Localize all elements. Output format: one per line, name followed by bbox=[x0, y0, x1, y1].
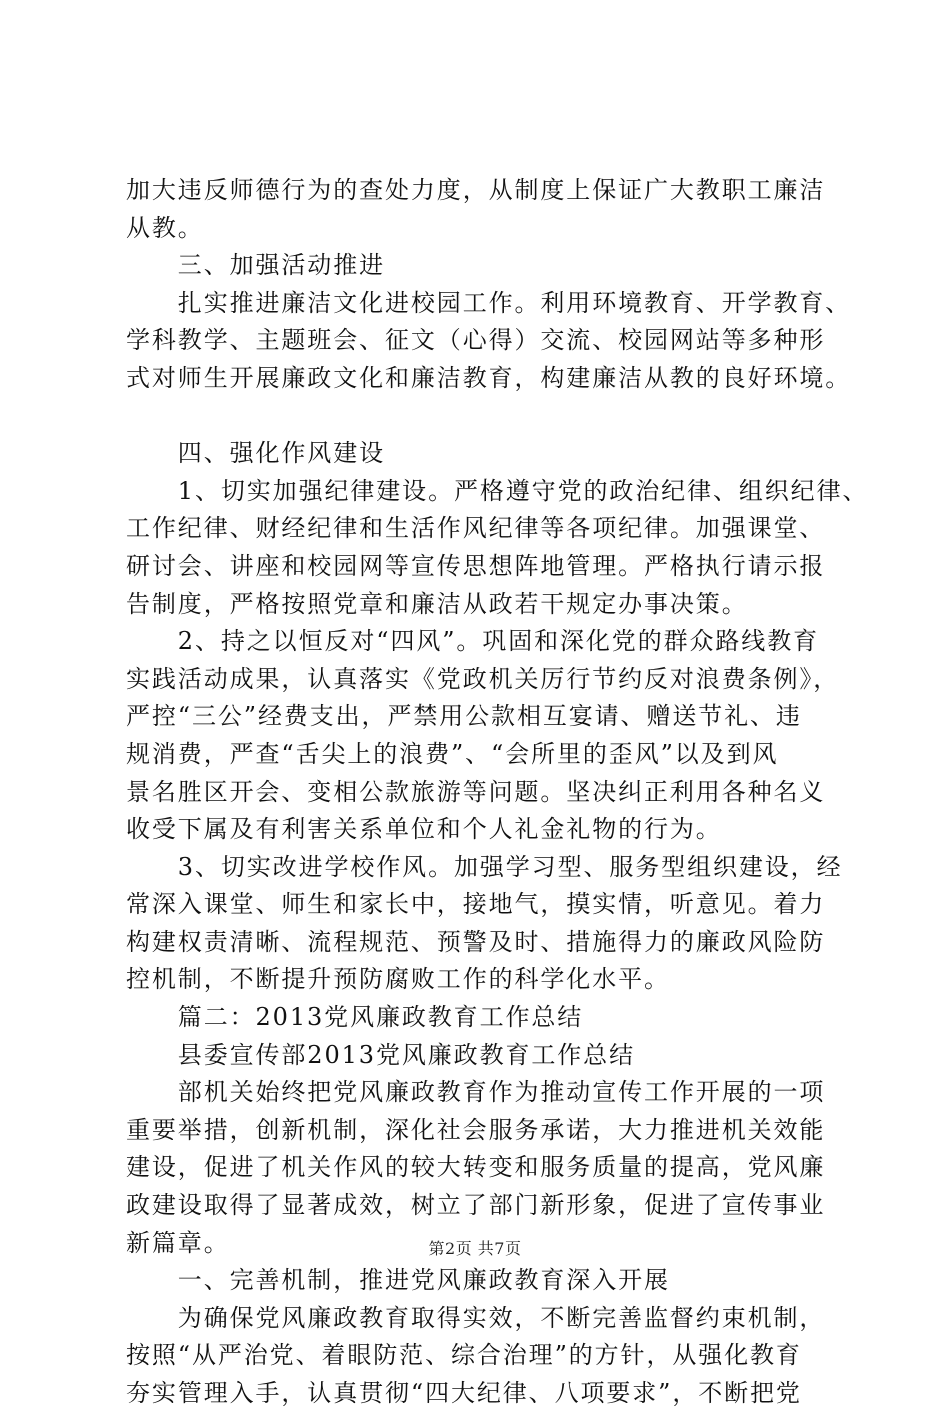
text-line: 重要举措，创新机制，深化社会服务承诺，大力推进机关效能 bbox=[126, 1115, 826, 1144]
text-line: 1、切实加强纪律建设。严格遵守党的政治纪律、组织纪律、 bbox=[126, 476, 869, 505]
text-line: 2、持之以恒反对“四风”。巩固和深化党的群众路线教育 bbox=[126, 627, 820, 656]
text-line: 收受下属及有利害关系单位和个人礼金礼物的行为。 bbox=[126, 815, 722, 844]
text-line: 控机制，不断提升预防腐败工作的科学化水平。 bbox=[126, 965, 670, 994]
text-line: 部机关始终把党风廉政教育作为推动宣传工作开展的一项 bbox=[126, 1078, 826, 1107]
text-line: 加大违反师德行为的查处力度，从制度上保证广大教职工廉洁 bbox=[126, 176, 826, 204]
text-line: 从教。 bbox=[126, 213, 204, 242]
text-line: 规消费，严查“舌尖上的浪费”、“会所里的歪风”以及到风 bbox=[126, 739, 779, 768]
text-line: 为确保党风廉政教育取得实效，不断完善监督约束机制， bbox=[126, 1303, 826, 1332]
page-footer: 第2页 共7页 bbox=[428, 1239, 522, 1258]
text-line: 告制度，严格按照党章和廉洁从政若干规定办事决策。 bbox=[126, 589, 748, 618]
text-line: 按照“从严治党、着眼防范、综合治理”的方针，从强化教育 bbox=[126, 1341, 802, 1370]
document-body bbox=[126, 172, 869, 1413]
text-line: 建设，促进了机关作风的较大转变和服务质量的提高，党风廉 bbox=[126, 1153, 826, 1182]
text-line: 构建权责清晰、流程规范、预警及时、措施得力的廉政风险防 bbox=[126, 927, 826, 956]
text-line: 篇二：2013党风廉政教育工作总结 bbox=[126, 1003, 584, 1032]
text-line: 严控“三公”经费支出，严禁用公款相互宴请、赠送节礼、违 bbox=[126, 702, 802, 731]
blank-line bbox=[126, 398, 826, 436]
text-line: 学科教学、主题班会、征文（心得）交流、校园网站等多种形 bbox=[126, 326, 826, 355]
text-line: 研讨会、讲座和校园网等宣传思想阵地管理。严格执行请示报 bbox=[126, 551, 826, 580]
text-line: 夯实管理入手，认真贯彻“四大纪律、八项要求”，不断把党 bbox=[126, 1379, 802, 1407]
text-line: 扎实推进廉洁文化进校园工作。利用环境教育、开学教育、 bbox=[126, 288, 852, 317]
text-line: 景名胜区开会、变相公款旅游等问题。坚决纠正利用各种名义 bbox=[126, 777, 826, 806]
text-line: 3、切实改进学校作风。加强学习型、服务型组织建设，经 bbox=[126, 852, 843, 881]
text-line: 县委宣传部2013党风廉政教育工作总结 bbox=[126, 1040, 635, 1069]
text-line: 四、强化作风建设 bbox=[126, 439, 385, 468]
text-line: 一、完善机制，推进党风廉政教育深入开展 bbox=[126, 1266, 670, 1295]
text-line: 式对师生开展廉政文化和廉洁教育，构建廉洁从教的良好环境。 bbox=[126, 363, 852, 392]
text-line: 三、加强活动推进 bbox=[126, 251, 385, 280]
text-line: 政建设取得了显著成效，树立了部门新形象，促进了宣传事业 bbox=[126, 1191, 826, 1220]
text-line: 实践活动成果，认真落实《党政机关厉行节约反对浪费条例》， bbox=[126, 664, 840, 693]
text-line: 工作纪律、财经纪律和生活作风纪律等各项纪律。加强课堂、 bbox=[126, 514, 826, 543]
text-line: 常深入课堂、师生和家长中，接地气，摸实情，听意见。着力 bbox=[126, 890, 826, 919]
text-line: 新篇章。 bbox=[126, 1228, 230, 1257]
